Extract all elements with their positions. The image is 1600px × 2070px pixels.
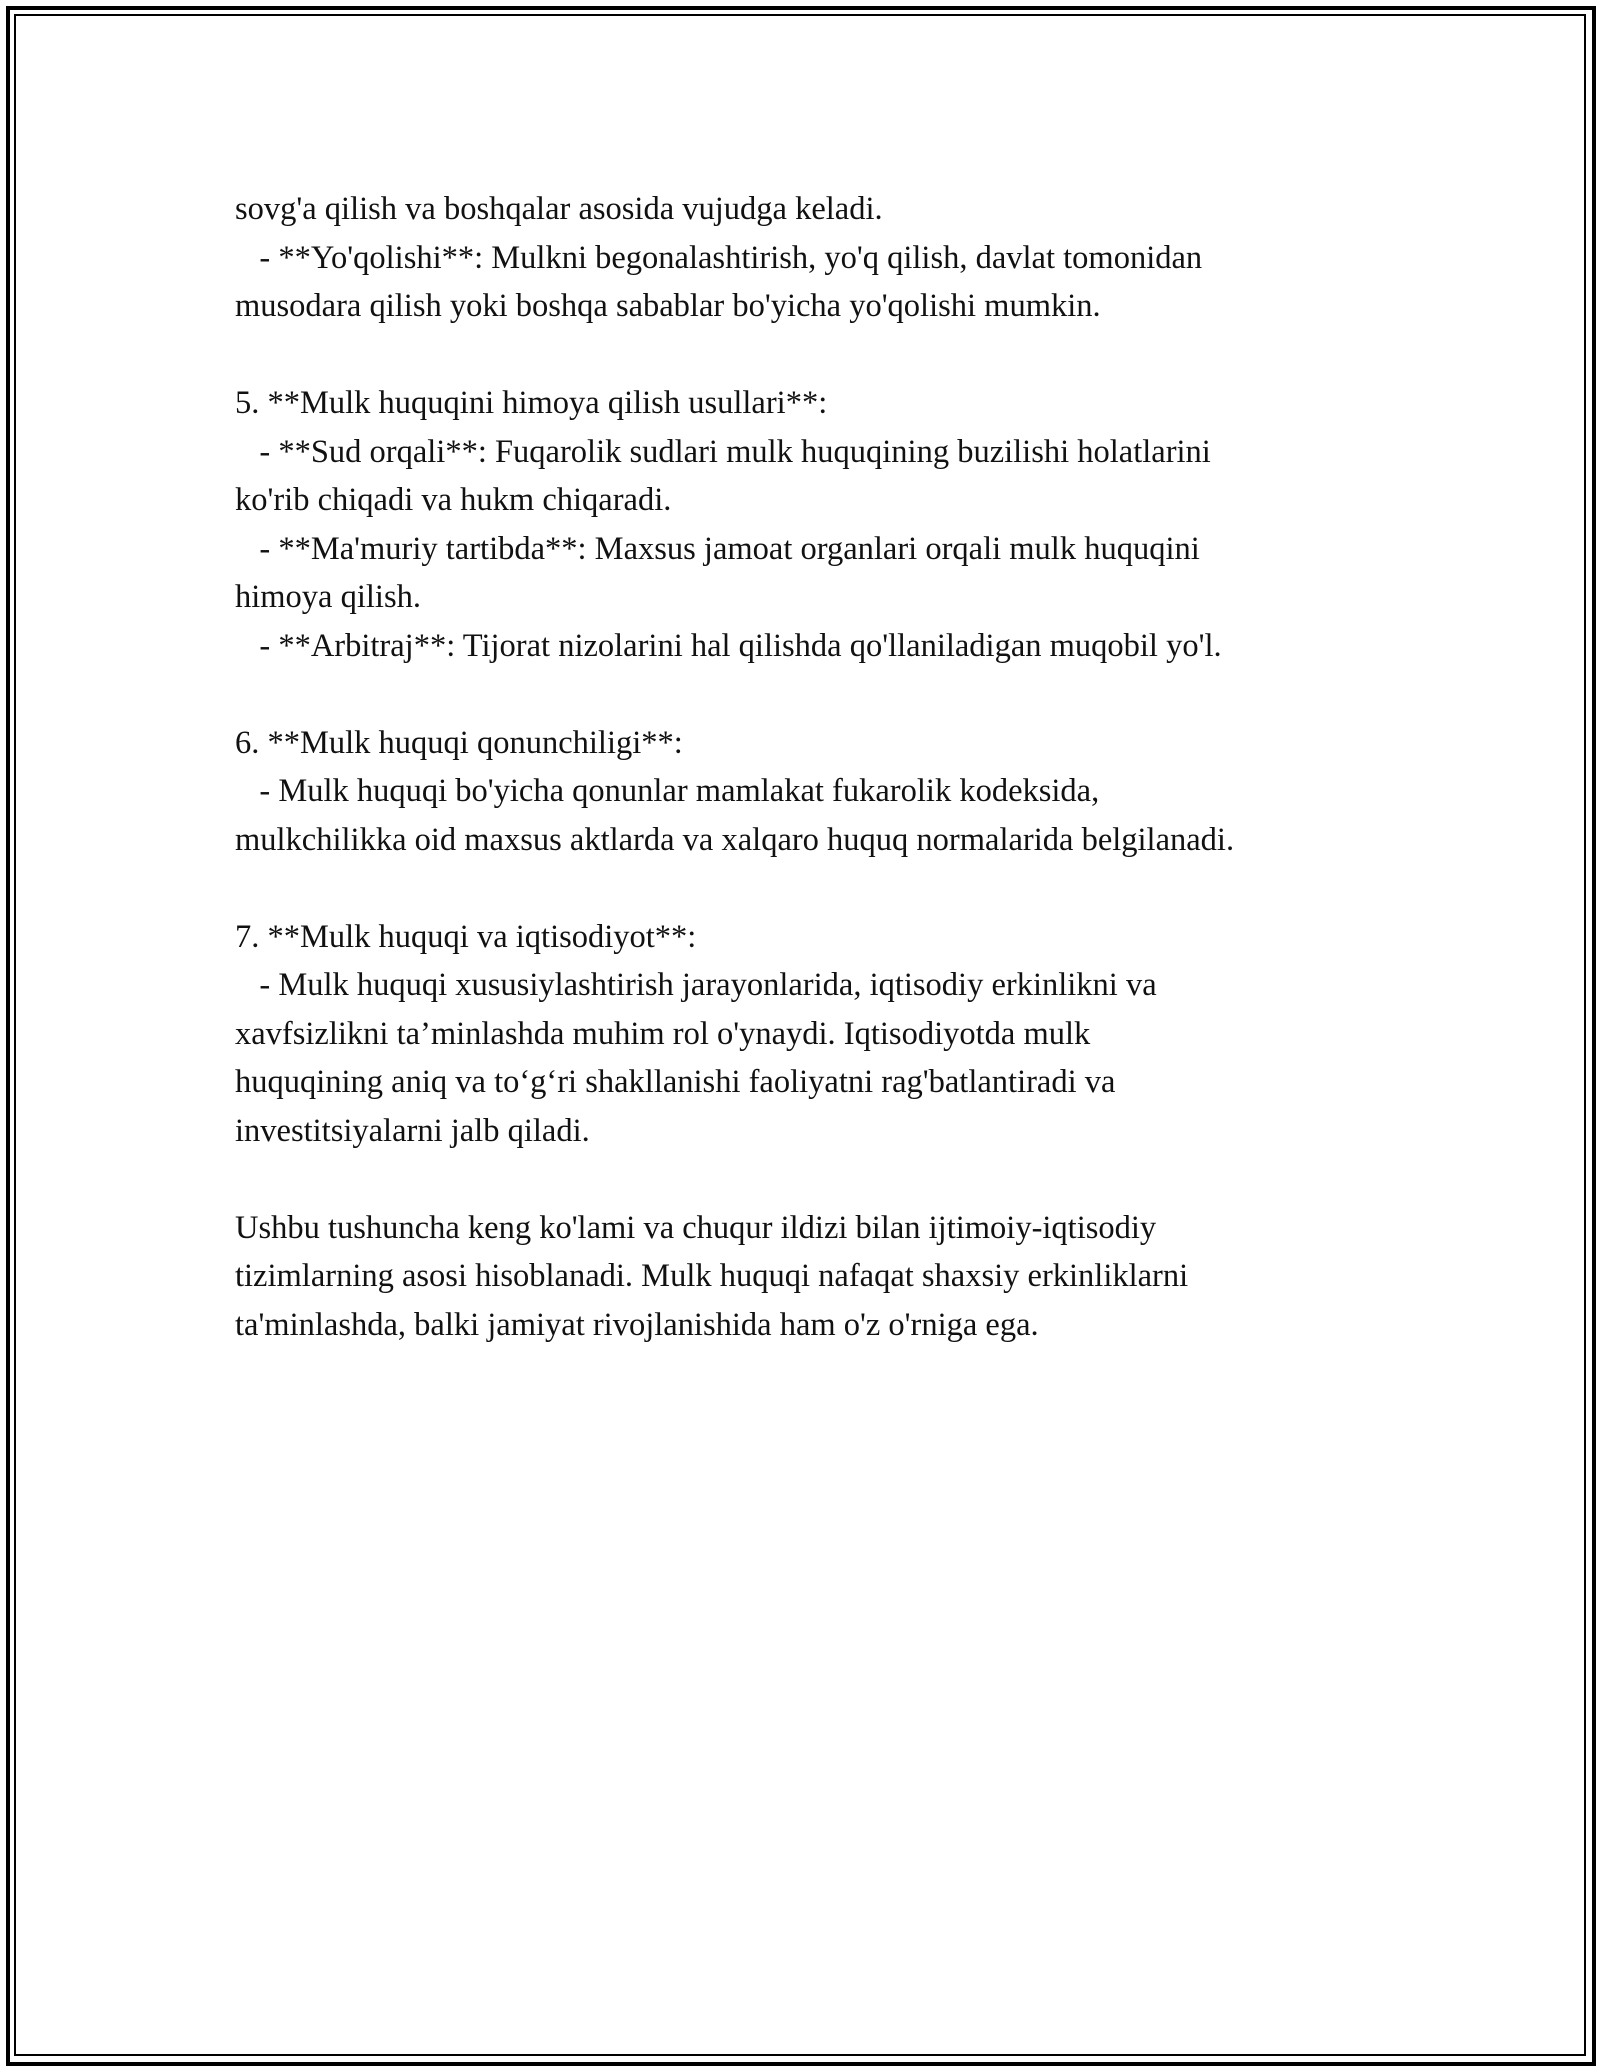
paragraph-gap [235, 864, 1395, 913]
text-line: - **Ma'muriy tartibda**: Maxsus jamoat organlari orqali mulk huquqini [235, 530, 1200, 567]
paragraph-gap [235, 670, 1395, 719]
text-line: ta'minlashda, balki jamiyat rivojlanishida ham o'z o'rniga ega. [235, 1306, 1039, 1343]
text-line: huquqining aniq va to‘g‘ri shakllanishi faoliyatni rag'batlantiradi va [235, 1064, 1116, 1100]
paragraph-protection-methods [235, 379, 1395, 670]
text-line: xavfsizlikni ta’minlashda muhim rol o'ynaydi. Iqtisodiyotda mulk [235, 1015, 1091, 1052]
text-line: - **Arbitraj**: Tijorat nizolarini hal qilishda qo'llaniladigan muqobil yo'l. [235, 627, 1222, 664]
text-line: investitsiyalarni jalb qiladi. [235, 1112, 590, 1149]
paragraph-legislation [235, 719, 1395, 865]
text-line: ko'rib chiqadi va hukm chiqaradi. [235, 482, 672, 518]
text-line: mulkchilikka oid maxsus aktlarda va xalqaro huquq normalarida belgilanadi. [235, 821, 1235, 858]
section-heading: 5. **Mulk huquqini himoya qilish usullari**: [235, 385, 828, 421]
document-body [235, 185, 1395, 1349]
text-line: - Mulk huquqi bo'yicha qonunlar mamlakat fukarolik kodeksida, [235, 773, 1100, 809]
paragraph-conclusion [235, 1204, 1395, 1350]
text-line: sovg'a qilish va boshqalar asosida vujudga keladi. [235, 191, 883, 227]
text-line: tizimlarning asosi hisoblanadi. Mulk huquqi nafaqat shaxsiy erkinliklarni [235, 1258, 1189, 1294]
text-line: musodara qilish yoki boshqa sabablar bo'yicha yo'qolishi mumkin. [235, 288, 1101, 324]
text-line: - Mulk huquqi xususiylashtirish jarayonlarida, iqtisodiy erkinlikni va [235, 967, 1157, 1003]
text-line: himoya qilish. [235, 579, 421, 615]
section-heading: 6. **Mulk huquqi qonunchiligi**: [235, 724, 683, 761]
paragraph-economy [235, 913, 1395, 1156]
paragraph-ownership-loss [235, 185, 1395, 331]
text-line: Ushbu tushuncha keng ko'lami va chuqur ildizi bilan ijtimoiy-iqtisodiy [235, 1209, 1157, 1246]
paragraph-gap [235, 1155, 1395, 1204]
text-line: - **Sud orqali**: Fuqarolik sudlari mulk huquqining buzilishi holatlarini [235, 433, 1211, 470]
text-line: - **Yo'qolishi**: Mulkni begonalashtirish, yo'q qilish, davlat tomonidan [235, 239, 1203, 276]
section-heading: 7. **Mulk huquqi va iqtisodiyot**: [235, 918, 697, 955]
paragraph-gap [235, 331, 1395, 380]
